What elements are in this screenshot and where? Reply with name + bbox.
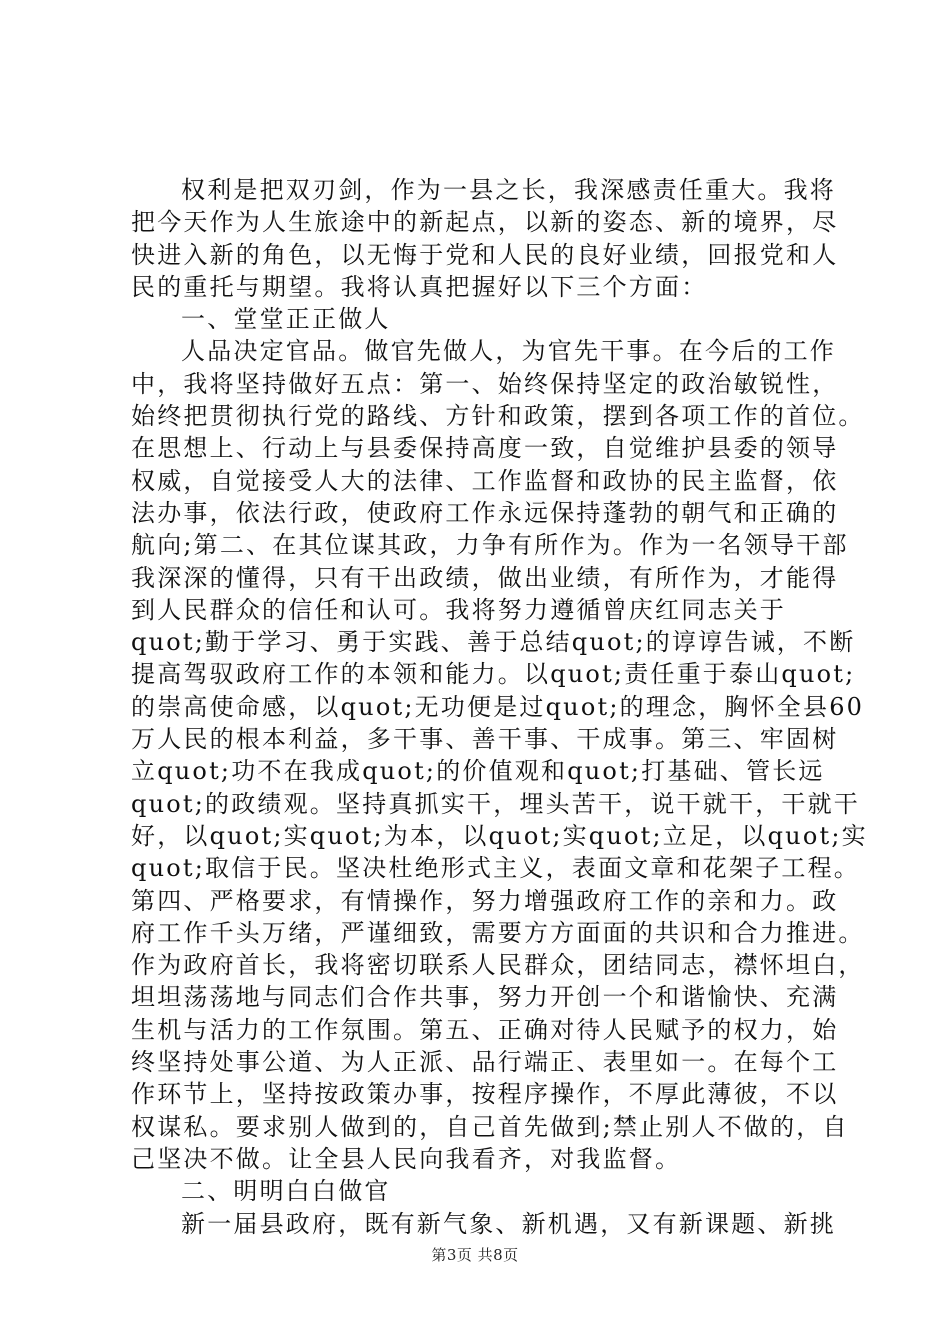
paragraph-line: 终坚持处事公道、为人正派、品行端正、表里如一。在每个工 — [131, 1048, 839, 1077]
paragraph-line: 快进入新的角色，以无悔于党和人民的良好业绩，回报党和人 — [131, 240, 839, 269]
paragraph-line: quot;取信于民。坚决杜绝形式主义，表面文章和花架子工程。 — [131, 854, 860, 883]
paragraph-line: 新一届县政府，既有新气象、新机遇，又有新课题、新挑 — [181, 1209, 836, 1238]
paragraph-line: 在思想上、行动上与县委保持高度一致，自觉维护县委的领导 — [131, 434, 839, 463]
paragraph-line: 提高驾驭政府工作的本领和能力。以quot;责任重于泰山quot; — [131, 660, 856, 689]
section-heading: 一、堂堂正正做人 — [181, 305, 391, 334]
paragraph-line: 把今天作为人生旅途中的新起点，以新的姿态、新的境界，尽 — [131, 208, 839, 237]
document-body — [131, 174, 868, 1240]
paragraph-line: 到人民群众的信任和认可。我将努力遵循曾庆红同志关于 — [131, 595, 786, 624]
paragraph-line: 人品决定官品。做官先做人，为官先干事。在今后的工作 — [181, 337, 836, 366]
paragraph-line: 坦坦荡荡地与同志们合作共事，努力开创一个和谐愉快、充满 — [131, 983, 839, 1012]
paragraph-line: 权威，自觉接受人大的法律、工作监督和政协的民主监督，依 — [131, 466, 839, 495]
paragraph-line: 作环节上，坚持按政策办事，按程序操作，不厚此薄彼，不以 — [131, 1080, 839, 1109]
paragraph-line: 府工作千头万绪，严谨细致，需要方方面面的共识和合力推进。 — [131, 918, 865, 947]
paragraph-line: 民的重托与期望。我将认真把握好以下三个方面： — [131, 272, 708, 301]
paragraph-line: quot;的政绩观。坚持真抓实干，埋头苦干，说干就干，干就干 — [131, 789, 860, 818]
paragraph-line: 第四、严格要求，有情操作，努力增强政府工作的亲和力。政 — [131, 886, 839, 915]
paragraph-line: 我深深的懂得，只有干出政绩，做出业绩，有所作为，才能得 — [131, 563, 839, 592]
paragraph-line: 法办事，依法行政，使政府工作永远保持蓬勃的朝气和正确的 — [131, 498, 839, 527]
section-heading: 二、明明白白做官 — [181, 1177, 391, 1206]
paragraph-line: 航向;第二、在其位谋其政，力争有所作为。作为一名领导干部 — [131, 531, 849, 560]
paragraph-line: 立quot;功不在我成quot;的价值观和quot;打基础、管长远 — [131, 757, 825, 786]
paragraph-line: 好，以quot;实quot;为本，以quot;实quot;立足，以quot;实 — [131, 821, 868, 850]
paragraph-line: 生机与活力的工作氛围。第五、正确对待人民赋予的权力，始 — [131, 1015, 839, 1044]
paragraph-line: 万人民的根本利益，多干事、善干事、干成事。第三、牢固树 — [131, 725, 839, 754]
paragraph-line: 己坚决不做。让全县人民向我看齐，对我监督。 — [131, 1144, 682, 1173]
page-footer: 第3页 共8页 — [431, 1246, 519, 1264]
paragraph-line: 权利是把双刃剑，作为一县之长，我深感责任重大。我将 — [181, 176, 836, 204]
paragraph-line: 作为政府首长，我将密切联系人民群众，团结同志，襟怀坦白， — [131, 951, 865, 980]
paragraph-line: 始终把贯彻执行党的路线、方针和政策，摆到各项工作的首位。 — [131, 402, 865, 431]
paragraph-line: quot;勤于学习、勇于实践、善于总结quot;的谆谆告诫，不断 — [131, 628, 856, 657]
paragraph-line: 权谋私。要求别人做到的，自己首先做到;禁止别人不做的，自 — [131, 1112, 849, 1141]
paragraph-line: 的崇高使命感，以quot;无功便是过quot;的理念，胸怀全县60 — [131, 692, 865, 721]
paragraph-line: 中，我将坚持做好五点：第一、始终保持坚定的政治敏锐性， — [131, 369, 839, 398]
